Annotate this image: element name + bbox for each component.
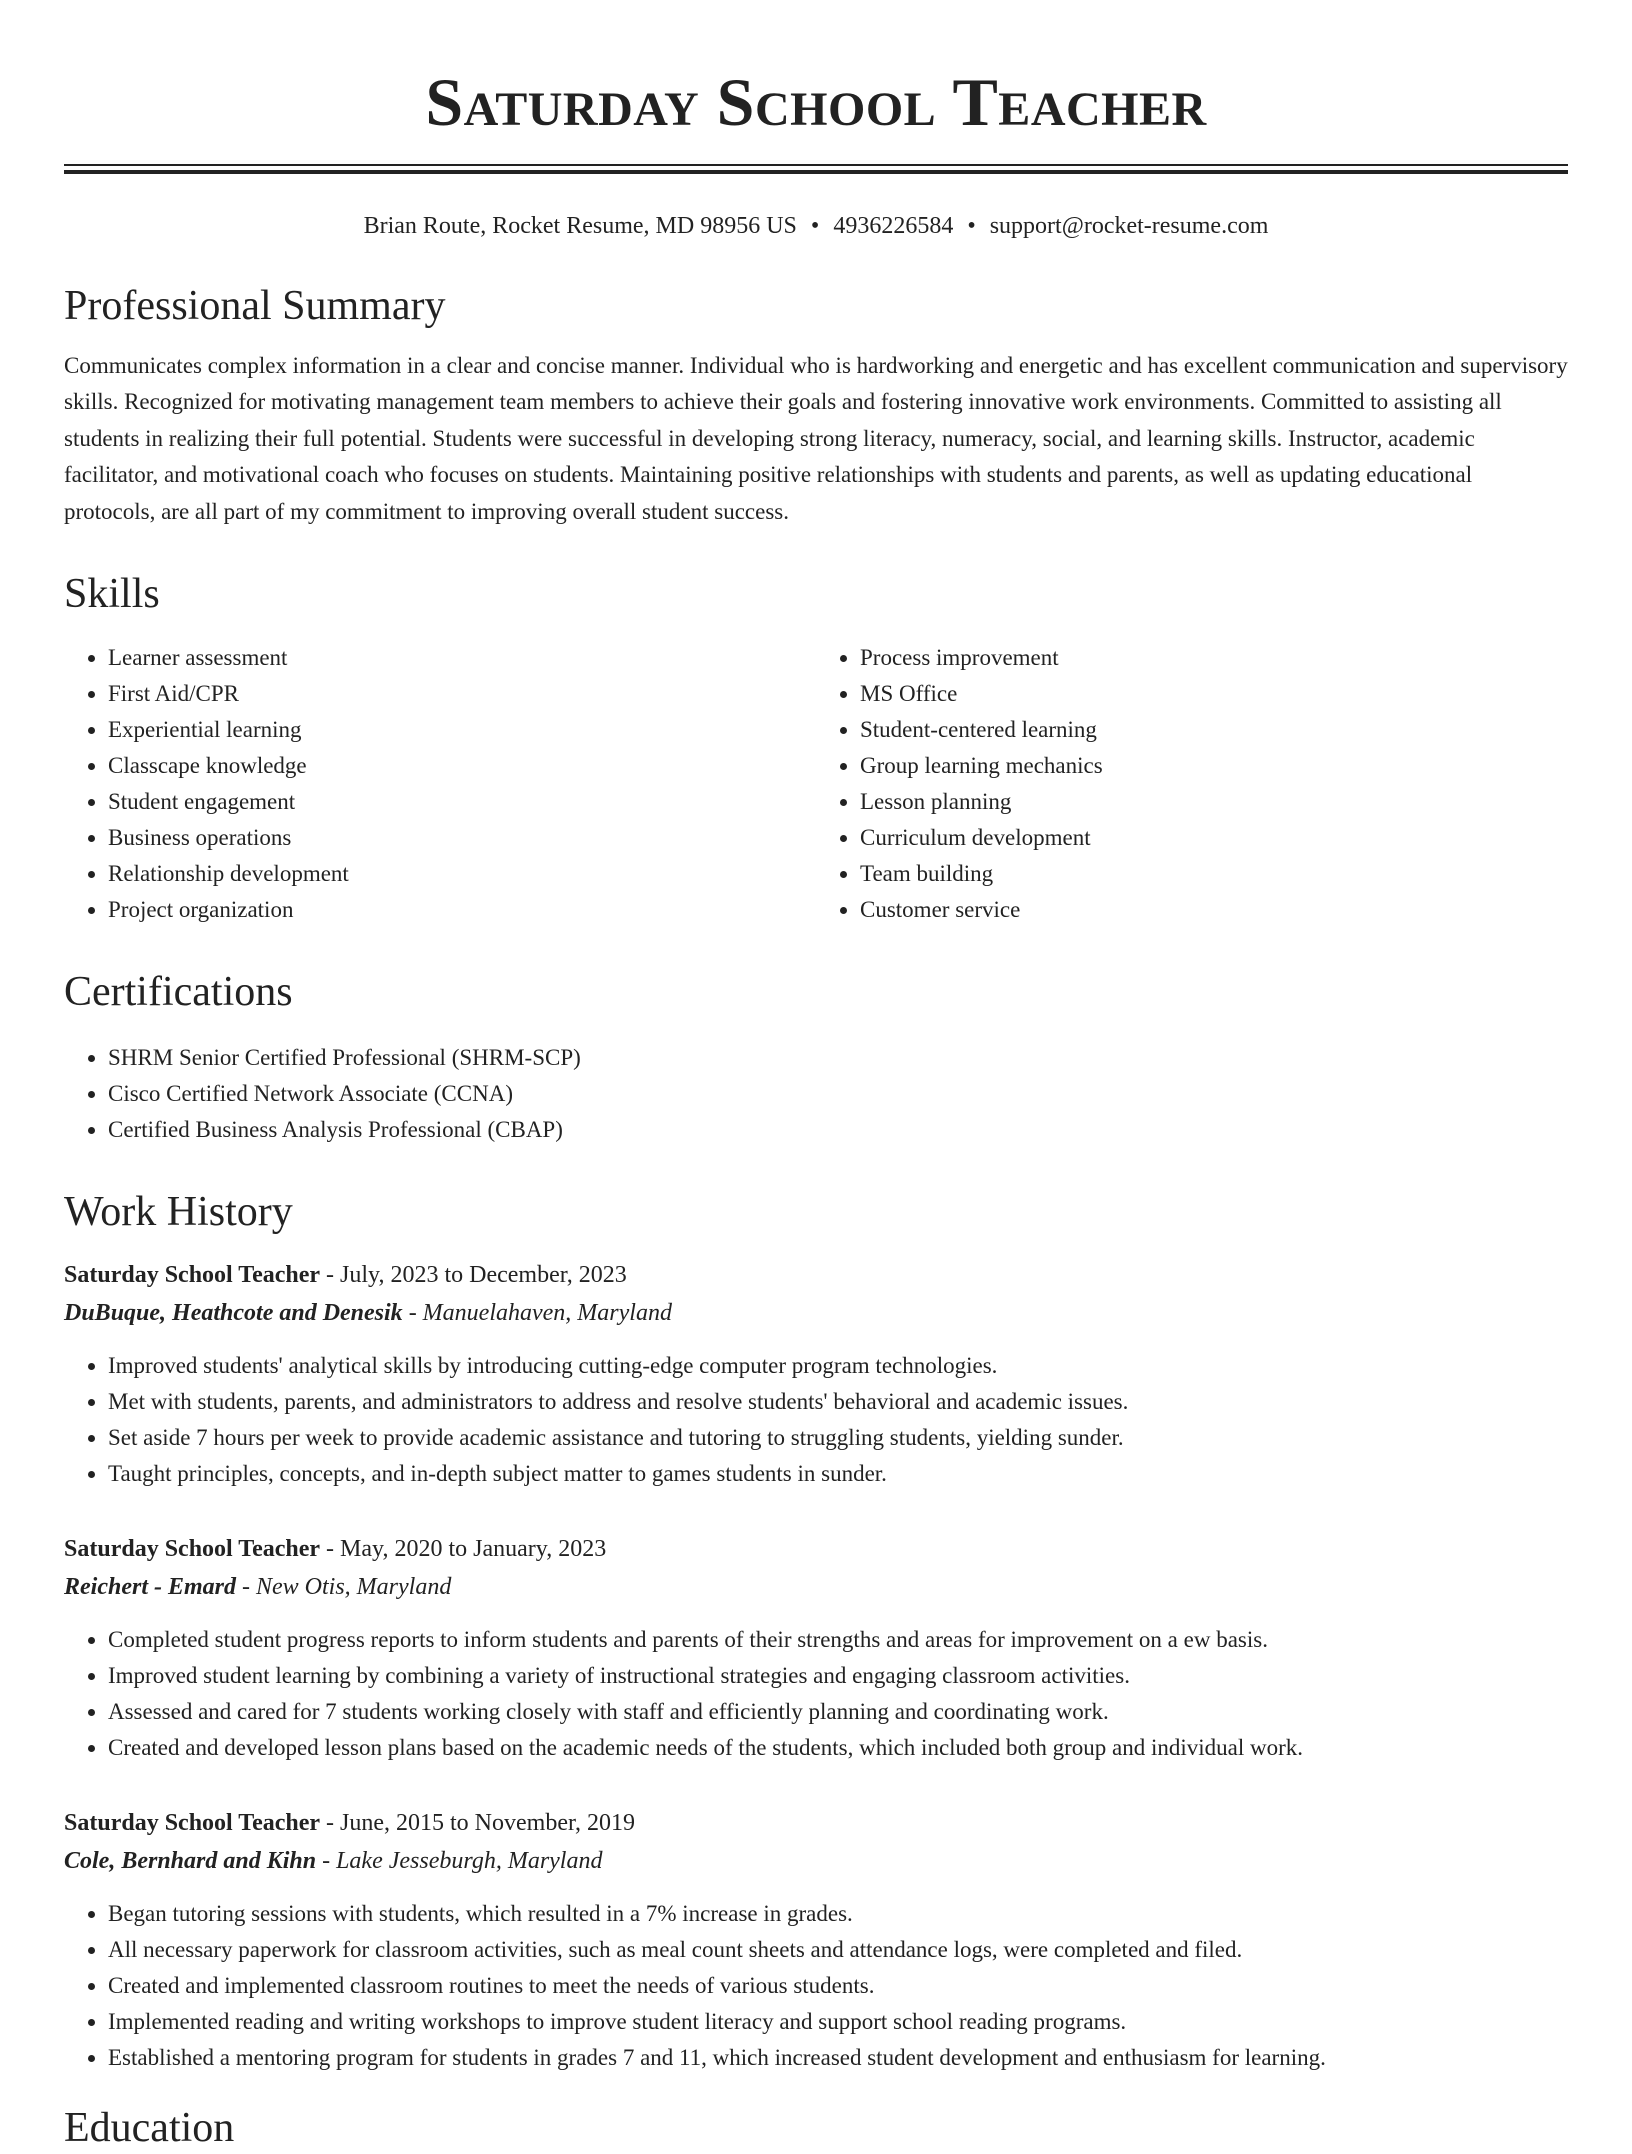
- contact-address: Brian Route, Rocket Resume, MD 98956 US: [363, 213, 797, 239]
- skill-item: • Process improvement: [860, 640, 1568, 676]
- job-bullet: • Assessed and cared for 7 students working closely with staff and efficiently planning and coordinating work.: [108, 1694, 1568, 1730]
- skill-item: • Team building: [860, 856, 1568, 892]
- job-dates: - July, 2023 to December, 2023: [320, 1262, 627, 1289]
- job-title-line: [64, 1256, 1568, 1294]
- skill-item: • Customer service: [860, 892, 1568, 928]
- skill-item: • Experiential learning: [108, 712, 816, 748]
- education-heading: Education: [64, 2105, 235, 2152]
- skill-item: • Classcape knowledge: [108, 748, 816, 784]
- job-bullet: • Improved students' analytical skills by introducing cutting-edge computer program technologies.: [108, 1348, 1568, 1384]
- job-bullet: • Implemented reading and writing workshops to improve student literacy and support school reading programs.: [108, 2004, 1568, 2040]
- job-bullet: • Created and developed lesson plans based on the academic needs of the students, which included both group and individual work.: [108, 1730, 1568, 1766]
- job-bullet: • Improved student learning by combining a variety of instructional strategies and engaging classroom activities.: [108, 1658, 1568, 1694]
- skill-item: • MS Office: [860, 676, 1568, 712]
- job-bullet: • Met with students, parents, and administrators to address and resolve students' behavioral and academic issues.: [108, 1384, 1568, 1420]
- certifications-list: [64, 1040, 1568, 1148]
- job-entry: [64, 1804, 1568, 2076]
- certifications-section: [64, 966, 1568, 1148]
- skill-item: • Business operations: [108, 820, 816, 856]
- skills-section: [64, 568, 1568, 928]
- job-bullets: [64, 1622, 1568, 1766]
- skills-heading: Skills: [64, 571, 160, 618]
- job-title-line: [64, 1530, 1568, 1568]
- skill-item: • Student-centered learning: [860, 712, 1568, 748]
- contact-separator: •: [810, 213, 820, 239]
- job-bullet: • Taught principles, concepts, and in-depth subject matter to games students in sunder.: [108, 1456, 1568, 1492]
- job-bullet: • Established a mentoring program for students in grades 7 and 11, which increased student development and enthusiasm for learning.: [108, 2040, 1568, 2076]
- job-bullet: • Set aside 7 hours per week to provide academic assistance and tutoring to struggling students, yielding sunder.: [108, 1420, 1568, 1456]
- skills-list-right: [816, 640, 1568, 928]
- certification-item: • SHRM Senior Certified Professional (SHRM-SCP): [108, 1040, 1568, 1076]
- job-bullet: • Began tutoring sessions with students, which resulted in a 7% increase in grades.: [108, 1896, 1568, 1932]
- job-company-line: [64, 1568, 1568, 1606]
- skill-item: • Curriculum development: [860, 820, 1568, 856]
- job-company: Reichert - Emard: [64, 1574, 236, 1601]
- job-company-line: [64, 1842, 1568, 1880]
- job-bullet: • Completed student progress reports to inform students and parents of their strengths and areas for improvement on a ew basis.: [108, 1622, 1568, 1658]
- certifications-heading: Certifications: [64, 969, 293, 1016]
- summary-text: Communicates complex information in a clear and concise manner. Individual who is hardworking and energetic and has excellent communication and supervisory skills. Recognized for motivating management team members to achieve their goals and fostering innovative work environments. Committed to assisting all students in realizing their full potential. Students were successful in developing strong literacy, numeracy, social, and learning skills. Instructor, academic facilitator, and motivational coach who focuses on students. Maintaining positive relationships with students and parents, as well as updating educational protocols, are all part of my commitment to improving overall student success.: [64, 353, 1568, 524]
- job-company-line: [64, 1294, 1568, 1332]
- job-dates: - June, 2015 to November, 2019: [320, 1810, 636, 1837]
- work-history-heading: Work History: [64, 1189, 293, 1236]
- work-history-section: [64, 1186, 1568, 2076]
- skill-item: • Learner assessment: [108, 640, 816, 676]
- job-bullets: [64, 1896, 1568, 2076]
- job-entry: [64, 1530, 1568, 1766]
- skill-item: • Lesson planning: [860, 784, 1568, 820]
- summary-section: [64, 280, 1568, 530]
- resume-title: Saturday School Teacher: [425, 64, 1207, 140]
- contact-line: [64, 210, 1568, 242]
- job-company: DuBuque, Heathcote and Denesik: [64, 1300, 403, 1327]
- certification-item: • Cisco Certified Network Associate (CCNA): [108, 1076, 1568, 1112]
- job-title-line: [64, 1804, 1568, 1842]
- contact-separator: •: [967, 213, 976, 239]
- job-dates: - May, 2020 to January, 2023: [320, 1536, 607, 1563]
- job-role: Saturday School Teacher: [64, 1262, 321, 1289]
- job-entry: [64, 1256, 1568, 1492]
- job-bullet: • Created and implemented classroom routines to meet the needs of various students.: [108, 1968, 1568, 2004]
- job-location: - New Otis, Maryland: [236, 1574, 452, 1601]
- skills-list-left: [64, 640, 816, 928]
- job-role: Saturday School Teacher: [64, 1810, 321, 1837]
- title-divider: [64, 164, 1568, 174]
- job-bullets: [64, 1348, 1568, 1492]
- skill-item: • First Aid/CPR: [108, 676, 816, 712]
- skill-item: • Student engagement: [108, 784, 816, 820]
- job-role: Saturday School Teacher: [64, 1536, 321, 1563]
- summary-heading: Professional Summary: [64, 283, 446, 329]
- skill-item: • Relationship development: [108, 856, 816, 892]
- certification-item: • Certified Business Analysis Professional (CBAP): [108, 1112, 1568, 1148]
- skill-item: • Project organization: [108, 892, 816, 928]
- education-section: [64, 2102, 1568, 2154]
- skills-columns: [64, 640, 1568, 928]
- job-company: Cole, Bernhard and Kihn: [64, 1848, 317, 1875]
- job-location: - Lake Jesseburgh, Maryland: [316, 1848, 603, 1875]
- contact-phone: 4936226584: [833, 213, 954, 239]
- job-bullet: • All necessary paperwork for classroom activities, such as meal count sheets and attendance logs, were completed and filed.: [108, 1932, 1568, 1968]
- contact-email: support@rocket-resume.com: [989, 213, 1269, 239]
- job-location: - Manuelahaven, Maryland: [402, 1300, 672, 1327]
- skill-item: • Group learning mechanics: [860, 748, 1568, 784]
